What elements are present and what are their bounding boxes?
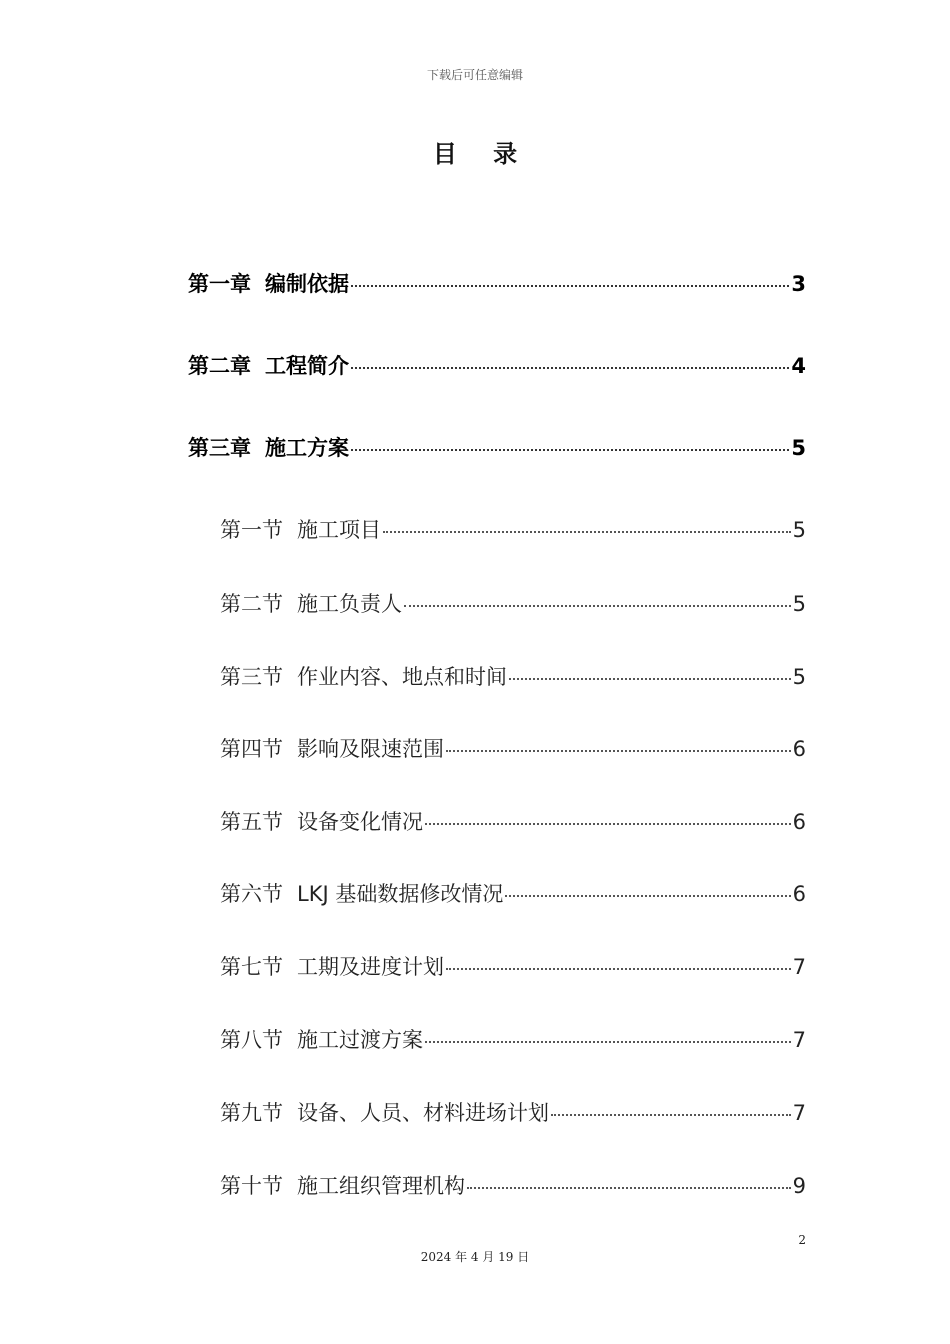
toc-entry[interactable]	[220, 1170, 806, 1200]
toc-leader-dots	[509, 678, 791, 680]
toc-leader-dots	[351, 449, 789, 451]
toc-leader-dots	[351, 367, 789, 369]
toc-entry[interactable]	[220, 661, 806, 691]
toc-entry-number: 第四节	[220, 737, 283, 761]
toc-entry-title: 设备、人员、材料进场计划	[297, 1101, 549, 1125]
toc-entry[interactable]	[220, 1097, 806, 1127]
toc-entry-page: 6	[792, 810, 806, 834]
toc-entry-page: 6	[792, 737, 806, 761]
toc-entry-number: 第一节	[220, 518, 283, 542]
toc-entry-number: 第二节	[220, 592, 283, 616]
toc-entry[interactable]	[220, 878, 806, 908]
toc-entry-page: 7	[792, 1101, 806, 1125]
toc-entry[interactable]	[220, 806, 806, 836]
toc-entry-page: 5	[792, 518, 806, 542]
toc-entry-number: 第七节	[220, 955, 283, 979]
toc-entry-title: 施工过渡方案	[297, 1028, 423, 1052]
toc-entry-page: 5	[791, 436, 806, 460]
toc-entry-number: 第十节	[220, 1174, 283, 1198]
toc-leader-dots	[446, 968, 791, 970]
toc-entry-page: 3	[791, 272, 806, 296]
toc-entry-title: 施工项目	[297, 518, 381, 542]
toc-entry-number: 第八节	[220, 1028, 283, 1052]
toc-entry[interactable]	[220, 733, 806, 763]
toc-entry-page: 7	[792, 1028, 806, 1052]
toc-entry-title: 编制依据	[265, 272, 349, 296]
toc-entry-page: 7	[792, 955, 806, 979]
toc-entry-title: 影响及限速范围	[297, 737, 444, 761]
toc-entry-page: 9	[792, 1174, 806, 1198]
toc-entry-page: 5	[792, 665, 806, 689]
toc-entry-title: 设备变化情况	[297, 810, 423, 834]
toc-entry[interactable]	[188, 350, 806, 380]
toc-entry-title: 工期及进度计划	[297, 955, 444, 979]
toc-entry-page: 4	[791, 354, 806, 378]
toc-leader-dots	[383, 531, 791, 533]
footer-date: 2024 年 4 月 19 日	[420, 1250, 530, 1264]
toc-entry-number: 第六节	[220, 882, 283, 906]
toc-entry-page: 5	[792, 592, 806, 616]
toc-entry-number: 第三章	[188, 436, 251, 460]
toc-entry[interactable]	[220, 951, 806, 981]
toc-entry[interactable]	[220, 514, 806, 544]
toc-entry-number: 第二章	[188, 354, 251, 378]
toc-entry-number: 第一章	[188, 272, 251, 296]
toc-entry[interactable]	[220, 1024, 806, 1054]
toc-entry-number: 第九节	[220, 1101, 283, 1125]
toc-leader-dots	[425, 1041, 791, 1043]
toc-entry[interactable]	[188, 268, 806, 298]
toc-entry-page: 6	[792, 882, 806, 906]
toc-entry-number: 第三节	[220, 665, 283, 689]
toc-entry-title: 施工负责人	[297, 592, 402, 616]
toc-leader-dots	[425, 823, 791, 825]
toc-leader-dots	[505, 895, 790, 897]
page-number: 2	[798, 1233, 806, 1247]
toc-leader-dots	[467, 1187, 791, 1189]
toc-entry-title: 作业内容、地点和时间	[297, 665, 507, 689]
toc-leader-dots	[551, 1114, 791, 1116]
header-note: 下载后可任意编辑	[426, 68, 523, 82]
toc-leader-dots	[404, 605, 791, 607]
toc-entry-title: LKJ 基础数据修改情况	[297, 882, 504, 906]
toc-entry-title: 施工组织管理机构	[297, 1174, 465, 1198]
toc-entry-title: 施工方案	[265, 436, 349, 460]
toc-entry-title: 工程简介	[265, 354, 349, 378]
toc-leader-dots	[351, 285, 789, 287]
toc-entry-number: 第五节	[220, 810, 283, 834]
toc-entry[interactable]	[220, 588, 806, 618]
toc-entry[interactable]	[188, 432, 806, 462]
toc-leader-dots	[446, 750, 791, 752]
toc-title: 目 录	[432, 140, 532, 168]
